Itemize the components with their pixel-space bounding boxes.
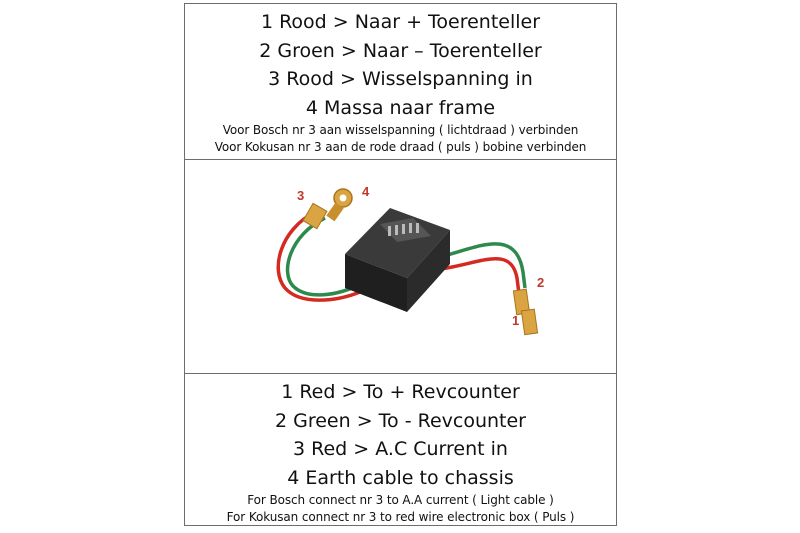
spade-terminal-icon [521, 309, 537, 335]
dutch-line-1: 1 Rood > Naar + Toerenteller [260, 11, 541, 33]
english-line-3: 3 Red > A.C Current in [293, 438, 508, 460]
english-instructions [185, 374, 616, 525]
dutch-line-4: 4 Massa naar frame [305, 96, 496, 119]
dutch-line-2: 2 Groen > Naar – Toerenteller [259, 39, 542, 62]
spade-terminal-icon [303, 203, 327, 228]
label-3: 3 [297, 188, 305, 203]
regulator-box-illustration [185, 160, 616, 374]
dutch-note-bosch: Voor Bosch nr 3 aan wisselspanning ( lichtdraad ) verbinden [222, 123, 579, 137]
dutch-note-kokusan: Voor Kokusan nr 3 aan de rode draad ( puls ) bobine verbinden [214, 140, 587, 154]
english-note-bosch: For Bosch connect nr 3 to A.A current ( Light cable ) [247, 493, 554, 507]
label-4: 4 [362, 184, 370, 199]
instruction-card [184, 3, 617, 526]
english-line-1: 1 Red > To + Revcounter [281, 381, 520, 403]
english-note-kokusan: For Kokusan connect nr 3 to red wire electronic box ( Puls ) [226, 510, 575, 524]
label-2: 2 [537, 275, 545, 290]
product-photo [185, 160, 616, 374]
dutch-line-3: 3 Rood > Wisselspanning in [268, 68, 533, 90]
dutch-instructions [185, 4, 616, 160]
english-line-2: 2 Green > To - Revcounter [275, 409, 526, 432]
english-line-4: 4 Earth cable to chassis [287, 466, 514, 489]
label-1: 1 [512, 313, 520, 328]
